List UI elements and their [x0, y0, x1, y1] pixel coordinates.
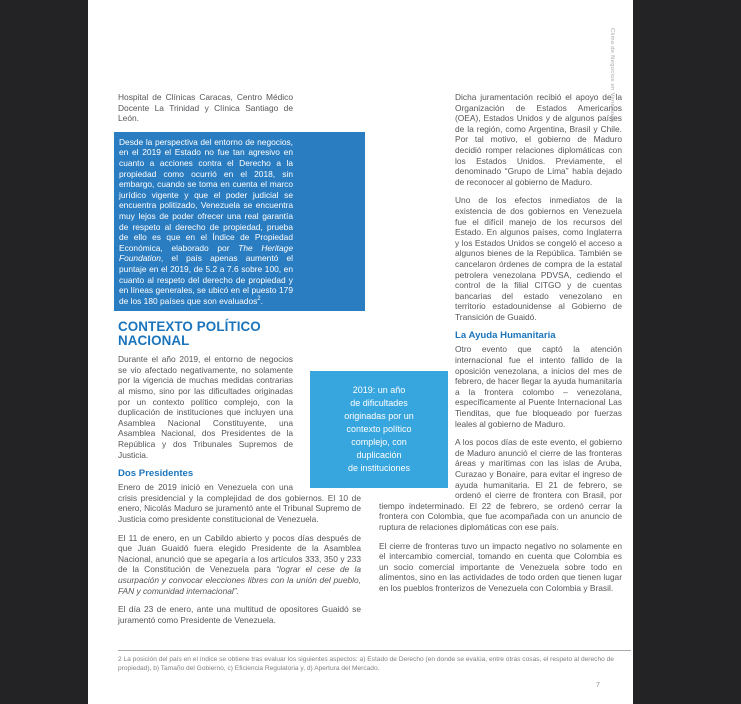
- section-heading-contexto-politico: CONTEXTO POLÍTICO NACIONAL: [118, 319, 261, 349]
- callout-line: 2019: un año: [352, 385, 406, 395]
- callout-line: contexto político: [346, 424, 412, 434]
- callout-line: originadas por un: [344, 411, 414, 421]
- highlight-italic-heritage: The Heritage Foundation: [119, 242, 293, 264]
- callout-text: [344, 384, 414, 475]
- paragraph-impacto-cierre: El cierre de fronteras tuvo un impacto negativo no solamente en el intercambio comercial, tomando en cuenta que Colombia es un socio comercial importante de Venezuela sobre todo en alimentos, sino en las actividades de todo orden que tienen lugar en los pueblos fronterizos de Venezuela con Colombia y Brasil.: [379, 540, 622, 593]
- cabildo-quote-italic: “lograr el cese de la usurpación y convocar elecciones libres con la unión del pueblo, FAN y comunidad internacional”: [118, 564, 361, 596]
- cabildo-text-1: El 11 de enero, en un Cabildo abierto y pocos días después de que Juan Guaidó fuera elegido Presidente de la Asamblea Nacional, anunció que se apegaría a los artículos 333, 350 y 233 de la Constitución de Venezuela para: [118, 532, 361, 575]
- cabildo-text-2: .: [236, 585, 239, 596]
- page-number: 7: [595, 680, 601, 689]
- left-column: [118, 92, 361, 633]
- highlight-text-3: .: [260, 295, 263, 306]
- highlight-text-1: Desde la perspectiva del entorno de negocios, en el 2019 el Estado no fue tan agresivo en cuanto a acciones contra el Derecho a la propiedad como ocurrió en el 2018, sin embargo, cuando se toma en cuenta el marco jurídico vigente y que el poder judicial se encuentra politizado, Venezuela se encuentra muy lejos de poder ofrecer una real garantía de respeto al derecho de propiedad, prueba de ello es que en el Índice de Propiedad Económica, elaborado por: [119, 136, 293, 253]
- paragraph-juramento-guaido: El día 23 de enero, ante una multitud de opositores Guaidó se juramentó como Presidente de Venezuela.: [118, 604, 361, 625]
- footnote-reference: 2: [257, 295, 261, 302]
- footnote-divider: [118, 650, 631, 651]
- paragraph-apoyo-oea: Dicha juramentación recibió el apoyo de la Organización de Estados Americanos (OEA), Estados Unidos y de algunos países de la región, como Argentina, Brasil y Chile. Por tal motivo, el gobierno de Maduro decidió romper relaciones diplomáticas con los Estados Unidos. Previamente, el denominado “Grupo de Lima” había dejado de reconocer al gobierno de Maduro.: [455, 92, 622, 187]
- paragraph-efectos-dos-gobiernos: Uno de los efectos inmediatos de la existencia de dos gobiernos en Venezuela fue el difícil manejo de los recursos del Estado. En algunos países, como Inglaterra y los Estados Unidos se congeló el acceso a algunos bienes de la República. También se cancelaron órdenes de compra de la estatal petrolera venezolana PDVSA, cediendo el control de la filial CITGO y de cuentas bancarias del estado venezolano en territorio estadounidense al Gobierno de Transición de Guaidó.: [455, 195, 622, 322]
- paragraph-enero-2019: Enero de 2019 inició en Venezuela con una crisis presidencial y la complejidad de dos gobiernos. El 10 de enero, Nicolás Maduro se juramentó ante el Tribunal Supremo de Justicia como presidente constitucional de Venezuela.: [118, 482, 361, 524]
- highlight-text-2: , el país apenas aumentó el puntaje en el 2019, de 5.2 a 7.6 sobre 100, en cuanto al respeto del derecho de propiedad y en líneas generales, se ubicó en el puesto 179 de los 180 países que son evaluados: [119, 253, 293, 306]
- document-page: [88, 0, 633, 704]
- paragraph-cabildo-abierto: [118, 533, 361, 597]
- paragraph-hospitales: Hospital de Clínicas Caracas, Centro Médico Docente La Trinidad y Clínica Santiago de León.: [118, 92, 293, 124]
- callout-box-2019: [310, 371, 448, 488]
- paragraph-cierre-fronteras: A los pocos días de este evento, el gobierno de Maduro anunció el cierre de las fronteras áreas y marítimas con las islas de Aruba, Curazao y Bonaire, para evitar el ingreso de ayuda humanitaria. El 21 de febrero, se ordenó el cierre de frontera con Brasil, por tiempo indeterminado. El 22 de febrero, se ordenó cerrar la frontera con Colombia, que fue acompañada con un anuncio de ruptura de relaciones diplomáticas con ese país.: [379, 437, 622, 532]
- callout-line: de dificultades: [350, 398, 408, 408]
- running-title-vertical: Clima de Negocios en Venezuela: [609, 28, 615, 123]
- subheading-dos-presidentes: Dos Presidentes: [118, 468, 194, 480]
- callout-line: de instituciones: [347, 463, 411, 473]
- callout-line: duplicación: [356, 450, 402, 460]
- footnote-text: 2 La posición del país en el índice se obtiene tras evaluar los siguientes aspectos: a) Estado de Derecho (en donde se evalúa, entre otras cosas, el respeto al derecho de propiedad), b) Tamaño del Gobierno, c) Eficiencia Regulatoria y, d) Apertura del Mercado.: [118, 656, 614, 672]
- highlight-box-entorno-negocios: [114, 132, 365, 312]
- callout-line: complejo, con: [351, 437, 407, 447]
- right-column: [379, 92, 622, 602]
- paragraph-contexto: Durante el año 2019, el entorno de negocios se vio afectado negativamente, no solamente por la vigencia de muchas medidas contrarias al mismo, sino por las dificultades originadas por un contexto político complejo, con la duplicación de instituciones que incluyen una Asamblea Nacional Constituyente, una Asamblea Nacional, dos Presidentes de la República y dos Tribunales Supremos de Justicia.: [118, 354, 293, 460]
- subheading-ayuda-humanitaria: La Ayuda Humanitaria: [455, 330, 556, 342]
- paragraph-intento-ayuda: Otro evento que captó la atención internacional fue el intento fallido de la oposición venezolana, a inicios del mes de febrero, de hacer llegar la ayuda humanitaria a la frontera colombo – venezolana, específicamente al Puente Internacional Las Tienditas, que fue bloqueado por fuerzas leales al gobierno de Maduro.: [455, 344, 622, 429]
